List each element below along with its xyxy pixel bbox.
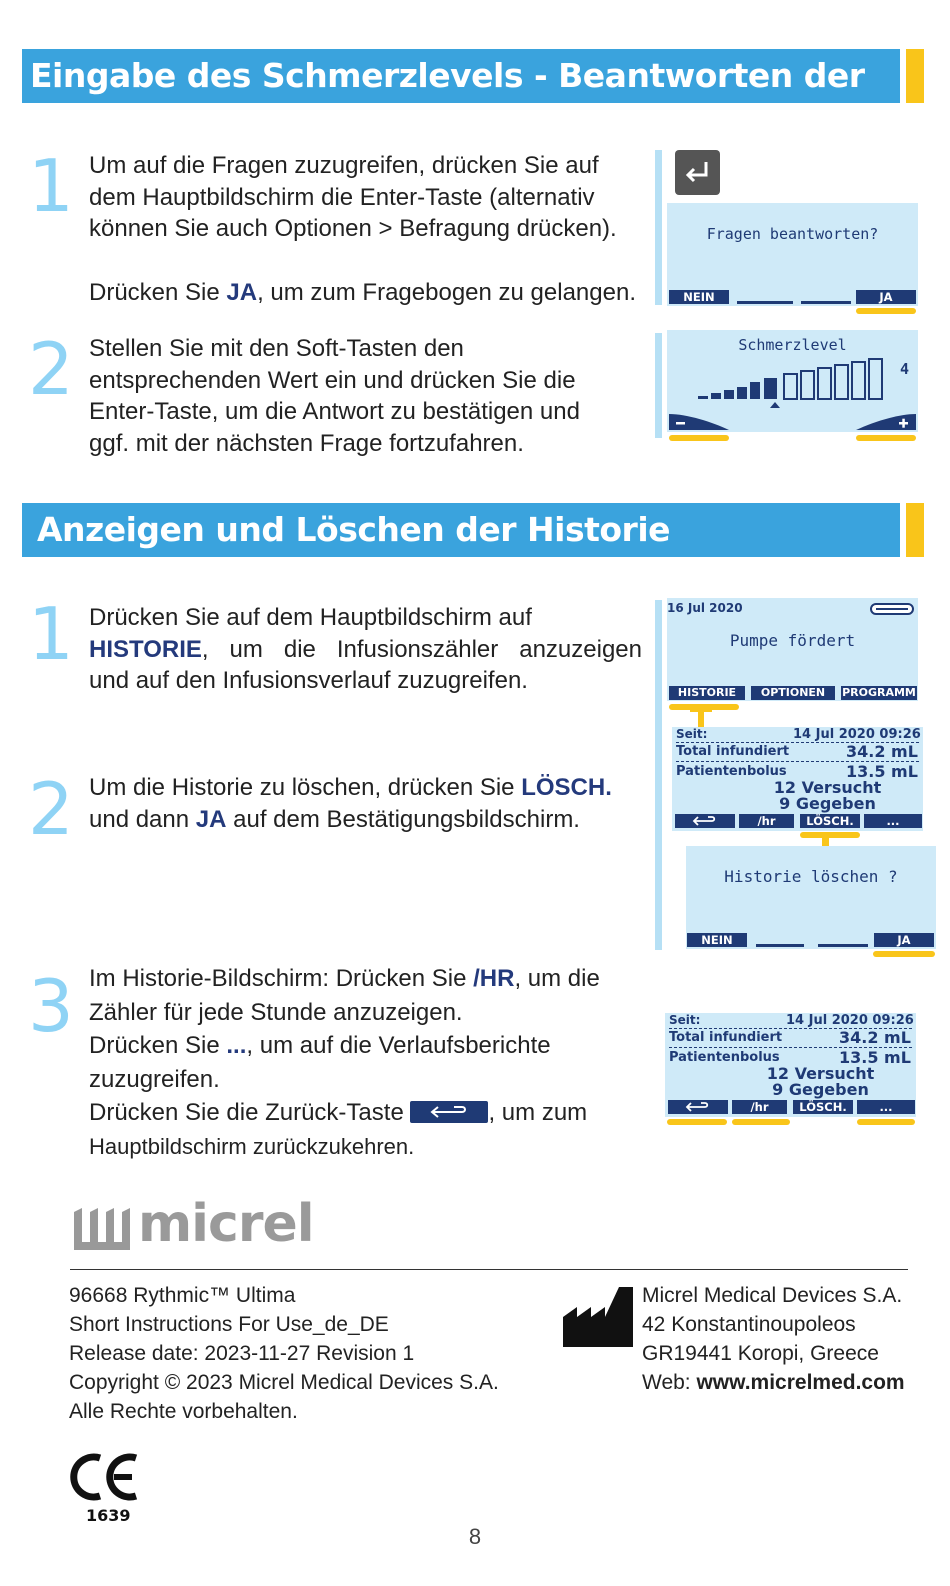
step-number: 1 (28, 144, 74, 228)
softkey-empty[interactable] (818, 944, 868, 947)
step-number: 1 (28, 592, 74, 676)
step-line: Um die Historie zu löschen, drücken Sie LÖSCH. (89, 774, 612, 801)
step-line: dem Hauptbildschirm die Enter-Taste (alternativ (89, 183, 595, 211)
given-count: 9 Gegeben (772, 1080, 869, 1099)
address-street: 42 Konstantinoupoleos (642, 1313, 856, 1336)
rights-line: Alle Rechte vorbehalten. (69, 1400, 298, 1423)
softkey-program[interactable]: PROGRAMM (842, 686, 916, 699)
highlight-marker (800, 832, 860, 838)
manufacturer-icon (563, 1287, 633, 1347)
section-accent-bar (906, 49, 924, 103)
since-value: 14 Jul 2020 09:26 (793, 727, 921, 742)
back-key-icon (410, 1101, 488, 1123)
screen-side-bar (655, 600, 662, 950)
step-text (89, 602, 642, 697)
step-number: 2 (28, 327, 74, 411)
step-line: können Sie auch Optionen > Befragung drücken). (89, 215, 617, 242)
softkey-back[interactable] (675, 814, 735, 828)
main-screen-status: Pumpe fördert (729, 631, 856, 650)
bolus-label: Patientenbolus (676, 764, 787, 779)
bolus-label: Patientenbolus (669, 1050, 780, 1065)
copyright-line: Copyright © 2023 Micrel Medical Devices S.A. (69, 1371, 499, 1394)
step-line: Um auf die Fragen zuzugreifen, drücken Sie auf (89, 152, 599, 179)
step-line: Drücken Sie die Zurück-Taste , um zum (89, 1099, 588, 1126)
softkey-options[interactable]: OPTIONEN (751, 686, 835, 700)
softkey-empty[interactable] (756, 944, 804, 947)
step-line: Drücken Sie JA, um zum Fragebogen zu gelangen. (89, 278, 636, 306)
screen-side-bar (655, 150, 662, 305)
footer-right-text (642, 1281, 905, 1397)
website-link[interactable]: www.micrelmed.com (696, 1371, 905, 1394)
total-label: Total infundiert (669, 1030, 783, 1045)
since-label: Seit: (676, 727, 708, 741)
softkey-per-hour[interactable]: /hr (739, 814, 794, 828)
step-line: Im Historie-Bildschirm: Drücken Sie /HR, um die (89, 965, 600, 992)
release-line: Release date: 2023-11-27 Revision 1 (69, 1342, 415, 1365)
softkey-more[interactable]: ... (857, 1100, 915, 1114)
document-line: Short Instructions For Use_de_DE (69, 1313, 389, 1336)
step-line: Stellen Sie mit den Soft-Tasten den (89, 335, 464, 362)
bolus-value: 13.5 mL (839, 1048, 911, 1067)
footer-divider (70, 1269, 908, 1270)
step-text (89, 772, 612, 835)
softkey-delete[interactable]: LÖSCH. (793, 1100, 853, 1114)
step-line: Enter-Taste, um die Antwort zu bestätigen und (89, 398, 580, 425)
product-line: 96668 Rythmic™ Ultima (69, 1284, 296, 1307)
question-screen (667, 203, 918, 306)
step-line: ggf. mit der nächsten Frage fortzufahren. (89, 429, 524, 457)
step-text (89, 333, 580, 459)
address-city: GR19441 Koropi, Greece (642, 1342, 879, 1365)
step-line: Hauptbildschirm zurückzukehren. (89, 1133, 415, 1159)
softkey-more[interactable]: ... (864, 814, 922, 828)
softkey-yes[interactable]: JA (856, 290, 916, 304)
step-line: Drücken Sie ..., um auf die Verlaufsberichte (89, 1032, 551, 1059)
step-line: Drücken Sie auf dem Hauptbildschirm auf (89, 604, 532, 631)
battery-icon (870, 603, 914, 615)
notified-body-number: 1639 (86, 1506, 131, 1525)
history-screen-2 (665, 1013, 916, 1117)
website-line: Web: www.micrelmed.com (642, 1371, 905, 1394)
enter-key-icon[interactable] (675, 150, 720, 195)
section-title-history: Anzeigen und Löschen der Historie (22, 503, 900, 557)
section-title-pain-level: Eingabe des Schmerzlevels - Beantworten der Fragen (22, 49, 900, 103)
highlight-marker (873, 951, 935, 957)
highlight-marker (857, 1119, 915, 1125)
softkey-empty[interactable] (737, 301, 793, 304)
confirm-prompt: Historie löschen ? (724, 867, 898, 886)
total-value: 34.2 mL (839, 1028, 911, 1047)
confirm-delete-screen (686, 846, 936, 949)
highlight-marker (669, 435, 729, 441)
softkey-yes[interactable]: JA (874, 933, 934, 947)
ce-mark-icon (70, 1452, 140, 1502)
question-prompt: Fragen beantworten? (706, 225, 879, 243)
pain-level-value: 4 (900, 360, 910, 378)
arrow-connector (690, 707, 712, 712)
highlight-marker (856, 435, 916, 441)
main-screen (667, 598, 918, 701)
softkey-no[interactable]: NEIN (669, 290, 729, 304)
softkey-history[interactable]: HISTORIE (669, 686, 745, 700)
softkey-per-hour[interactable]: /hr (732, 1100, 787, 1114)
attempted-count: 12 Versucht (773, 778, 882, 797)
pain-level-title: Schmerzlevel (738, 336, 847, 354)
step-number: 2 (28, 767, 74, 851)
highlight-marker (732, 1119, 790, 1125)
screen-side-bar (655, 333, 662, 438)
pain-level-bars (667, 330, 918, 432)
highlight-marker (667, 1119, 727, 1125)
company-name: Micrel Medical Devices S.A. (642, 1284, 903, 1307)
bolus-value: 13.5 mL (846, 762, 918, 781)
step-text (89, 150, 636, 308)
step-text (89, 962, 600, 1163)
logo-wordmark: micrel (138, 1194, 314, 1254)
step-line: entsprechenden Wert ein und drücken Sie die (89, 366, 576, 394)
step-line: und dann JA auf dem Bestätigungsbildschirm. (89, 805, 580, 833)
pain-level-screen (667, 330, 918, 432)
step-line: HISTORIE, um die Infusionszähler anzuzeigen (89, 635, 642, 663)
main-screen-date: 16 Jul 2020 (667, 601, 743, 615)
history-screen (672, 727, 923, 831)
total-label: Total infundiert (676, 744, 790, 759)
step-line: und auf den Infusionsverlauf zuzugreifen. (89, 667, 528, 694)
softkey-empty[interactable] (801, 301, 851, 304)
page-number: 8 (468, 1524, 482, 1549)
attempted-count: 12 Versucht (766, 1064, 875, 1083)
footer-left-text (69, 1281, 499, 1426)
given-count: 9 Gegeben (779, 794, 876, 813)
since-value: 14 Jul 2020 09:26 (786, 1013, 914, 1028)
step-line: Zähler für jede Stunde anzuzeigen. (89, 998, 463, 1026)
section-accent-bar (906, 503, 924, 557)
softkey-back[interactable] (668, 1100, 728, 1114)
highlight-marker (856, 308, 916, 314)
since-label: Seit: (669, 1013, 701, 1027)
softkey-no[interactable]: NEIN (687, 933, 747, 947)
step-line: zuzugreifen. (89, 1065, 220, 1093)
total-value: 34.2 mL (846, 742, 918, 761)
step-number: 3 (28, 964, 74, 1048)
softkey-delete[interactable]: LÖSCH. (800, 814, 860, 828)
